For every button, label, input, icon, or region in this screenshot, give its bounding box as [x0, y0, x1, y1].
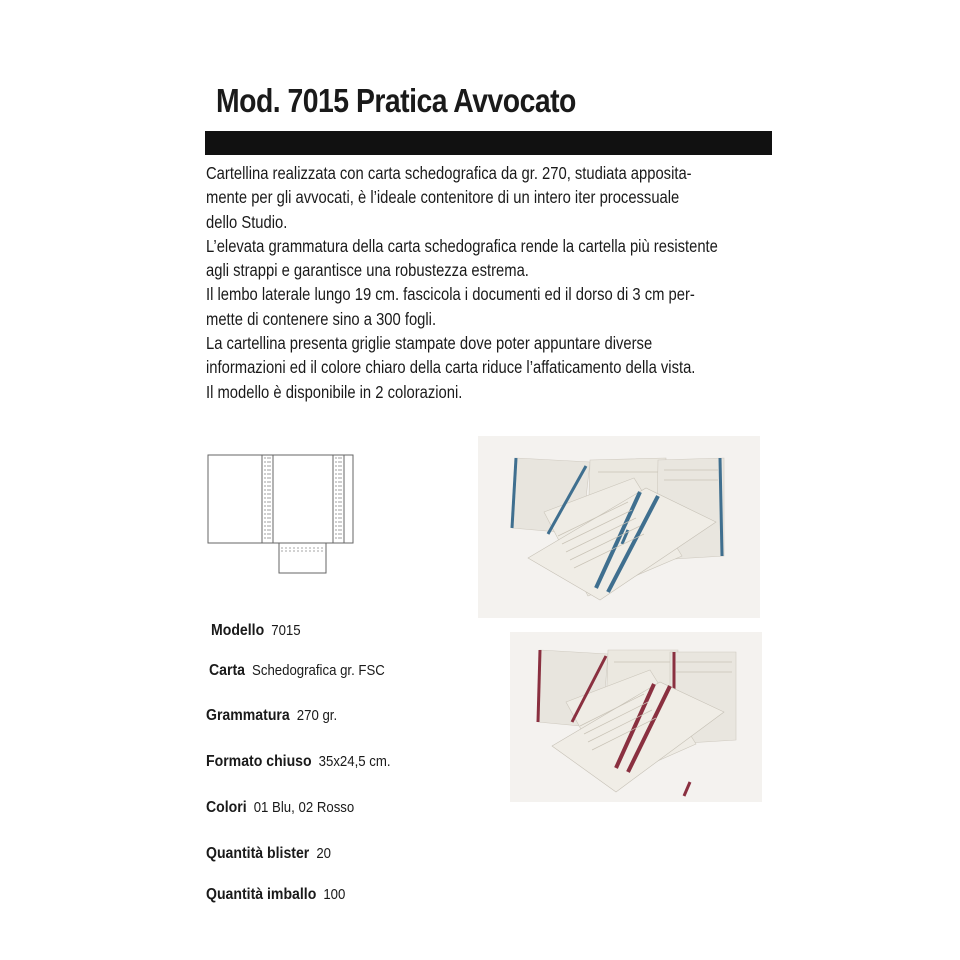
page-title: Mod. 7015 Pratica Avvocato [216, 82, 576, 119]
spec-carta [209, 662, 385, 680]
title-underline-bar [205, 131, 772, 155]
spec-quantita-imballo [206, 886, 345, 904]
spec-label: Colori [206, 799, 247, 816]
spec-quantita-blister [206, 845, 331, 863]
spec-label: Formato chiuso [206, 753, 312, 770]
spec-value: Schedografica gr. FSC [252, 662, 385, 679]
spec-label: Quantità blister [206, 845, 310, 862]
spec-modello [211, 622, 301, 640]
spec-value: 100 [323, 886, 346, 903]
red-folders-photo [510, 632, 762, 802]
spec-value: 7015 [271, 622, 301, 639]
spec-label: Modello [211, 622, 265, 639]
spec-value: 270 gr. [296, 707, 338, 724]
description-line: dello Studio. [206, 211, 288, 232]
description-line: mette di contenere sino a 300 fogli. [206, 308, 437, 329]
description-line: agli strappi e garantisce una robustezza estrema. [206, 260, 529, 281]
spec-colori [206, 799, 354, 817]
description-line: La cartellina presenta griglie stampate dove poter appuntare diverse [206, 333, 653, 354]
description-line: informazioni ed il colore chiaro della carta riduce l’affaticamento della vista. [206, 357, 696, 378]
folder-diagram [207, 453, 357, 577]
spec-label: Grammatura [206, 707, 290, 724]
description-line: mente per gli avvocati, è l’ideale contenitore di un intero iter processuale [206, 187, 680, 208]
spec-value: 20 [316, 845, 332, 862]
blue-folders-photo [478, 436, 760, 618]
spec-formato-chiuso [206, 753, 391, 771]
description [206, 161, 722, 404]
spec-label: Quantità imballo [206, 886, 317, 903]
spec-value: 35x24,5 cm. [318, 753, 391, 770]
description-line: Cartellina realizzata con carta schedografica da gr. 270, studiata apposita- [206, 163, 692, 183]
spec-grammatura [206, 707, 337, 725]
description-line: Il lembo laterale lungo 19 cm. fascicola i documenti ed il dorso di 3 cm per- [206, 284, 695, 305]
description-line: Il modello è disponibile in 2 colorazioni. [206, 381, 463, 402]
spec-label: Carta [209, 662, 245, 679]
spec-value: 01 Blu, 02 Rosso [253, 799, 355, 816]
description-line: L’elevata grammatura della carta schedografica rende la cartella più resistente [206, 235, 718, 256]
